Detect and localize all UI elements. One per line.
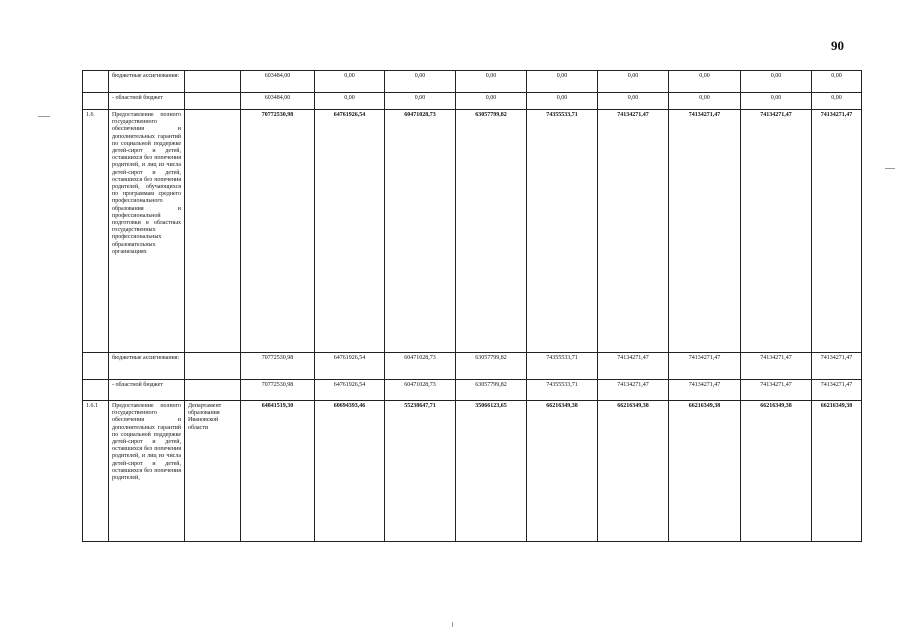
value-cell: 0,00 xyxy=(669,71,741,93)
value-cell: 66216349,38 xyxy=(598,401,669,542)
value-cell: 0,00 xyxy=(315,71,385,93)
value-cell: 66216349,38 xyxy=(669,401,741,542)
row-code: 1.6 xyxy=(83,110,109,353)
value-cell: 603484,00 xyxy=(241,71,315,93)
value-cell: 0,00 xyxy=(669,93,741,110)
row-description: Предоставление полного государственного обеспечения и дополнительных гарантий по социальной поддержке детей-сирот и детей, оставшихся без попечения родителей, и лиц из числа детей-сирот и детей, оставшихся без попечения родителей, xyxy=(109,401,185,542)
value-cell: 0,00 xyxy=(812,93,862,110)
value-cell: 74134271,47 xyxy=(669,110,741,353)
value-cell: 74134271,47 xyxy=(812,380,862,401)
value-cell: 66216349,38 xyxy=(812,401,862,542)
scan-mark xyxy=(452,622,453,627)
budget-table xyxy=(82,70,862,542)
value-cell: 74134271,47 xyxy=(741,353,812,380)
table-row xyxy=(83,71,862,93)
value-cell: 60694393,46 xyxy=(315,401,385,542)
scan-mark xyxy=(885,168,895,169)
value-cell: 74134271,47 xyxy=(598,380,669,401)
scan-mark xyxy=(38,116,50,117)
value-cell: 70772530,98 xyxy=(241,110,315,353)
row-responsible xyxy=(185,380,241,401)
value-cell: 74134271,47 xyxy=(741,110,812,353)
value-cell: 64761926,54 xyxy=(315,353,385,380)
value-cell: 60471028,73 xyxy=(385,110,456,353)
value-cell: 74134271,47 xyxy=(741,380,812,401)
row-responsible xyxy=(185,71,241,93)
row-code xyxy=(83,93,109,110)
table-row xyxy=(83,110,862,353)
value-cell: 64761926,54 xyxy=(315,380,385,401)
value-cell: 66216349,38 xyxy=(527,401,598,542)
value-cell: 0,00 xyxy=(527,93,598,110)
value-cell: 60471028,73 xyxy=(385,380,456,401)
value-cell: 74134271,47 xyxy=(598,353,669,380)
value-cell: 0,00 xyxy=(385,71,456,93)
value-cell: 63057799,82 xyxy=(456,353,527,380)
row-responsible xyxy=(185,353,241,380)
value-cell: 74134271,47 xyxy=(598,110,669,353)
value-cell: 603484,00 xyxy=(241,93,315,110)
row-description: - областной бюджет xyxy=(109,380,185,401)
row-code xyxy=(83,353,109,380)
row-code xyxy=(83,380,109,401)
value-cell: 70772530,98 xyxy=(241,380,315,401)
value-cell: 0,00 xyxy=(456,93,527,110)
row-code: 1.6.1 xyxy=(83,401,109,542)
value-cell: 74134271,47 xyxy=(669,380,741,401)
table-row xyxy=(83,380,862,401)
row-description: - областной бюджет xyxy=(109,93,185,110)
value-cell: 35066123,65 xyxy=(456,401,527,542)
row-description: Предоставление полного государственного обеспечения и дополнительных гарантий по социальной поддержке детей-сирот и детей, оставшихся без попечения родителей, и лиц из числа детей-сирот и детей, оставшихся без попечения родителей, обучающихся по программам среднего профессионального образования и профессиональной подготовки в областных государственных профессиональных образовательных организациях xyxy=(109,110,185,353)
value-cell: 66216349,38 xyxy=(741,401,812,542)
value-cell: 55238647,71 xyxy=(385,401,456,542)
value-cell: 74134271,47 xyxy=(812,110,862,353)
value-cell: 74355533,71 xyxy=(527,110,598,353)
value-cell: 64761926,54 xyxy=(315,110,385,353)
row-responsible xyxy=(185,110,241,353)
value-cell: 0,00 xyxy=(741,71,812,93)
value-cell: 74355533,71 xyxy=(527,353,598,380)
value-cell: 0,00 xyxy=(315,93,385,110)
row-description: бюджетные ассигнования: xyxy=(109,71,185,93)
table-row xyxy=(83,93,862,110)
value-cell: 74134271,47 xyxy=(812,353,862,380)
value-cell: 63057799,82 xyxy=(456,110,527,353)
row-responsible: Департамент образования Ивановской области xyxy=(185,401,241,542)
value-cell: 0,00 xyxy=(598,71,669,93)
value-cell: 70772530,98 xyxy=(241,353,315,380)
value-cell: 0,00 xyxy=(598,93,669,110)
value-cell: 0,00 xyxy=(527,71,598,93)
table-row xyxy=(83,401,862,542)
row-code xyxy=(83,71,109,93)
value-cell: 63057799,82 xyxy=(456,380,527,401)
value-cell: 0,00 xyxy=(741,93,812,110)
value-cell: 0,00 xyxy=(812,71,862,93)
value-cell: 0,00 xyxy=(456,71,527,93)
value-cell: 64841519,30 xyxy=(241,401,315,542)
row-description: бюджетные ассигнования: xyxy=(109,353,185,380)
row-responsible xyxy=(185,93,241,110)
value-cell: 74134271,47 xyxy=(669,353,741,380)
page-number: 90 xyxy=(831,38,844,53)
value-cell: 74355533,71 xyxy=(527,380,598,401)
table-row xyxy=(83,353,862,380)
value-cell: 0,00 xyxy=(385,93,456,110)
value-cell: 60471028,73 xyxy=(385,353,456,380)
